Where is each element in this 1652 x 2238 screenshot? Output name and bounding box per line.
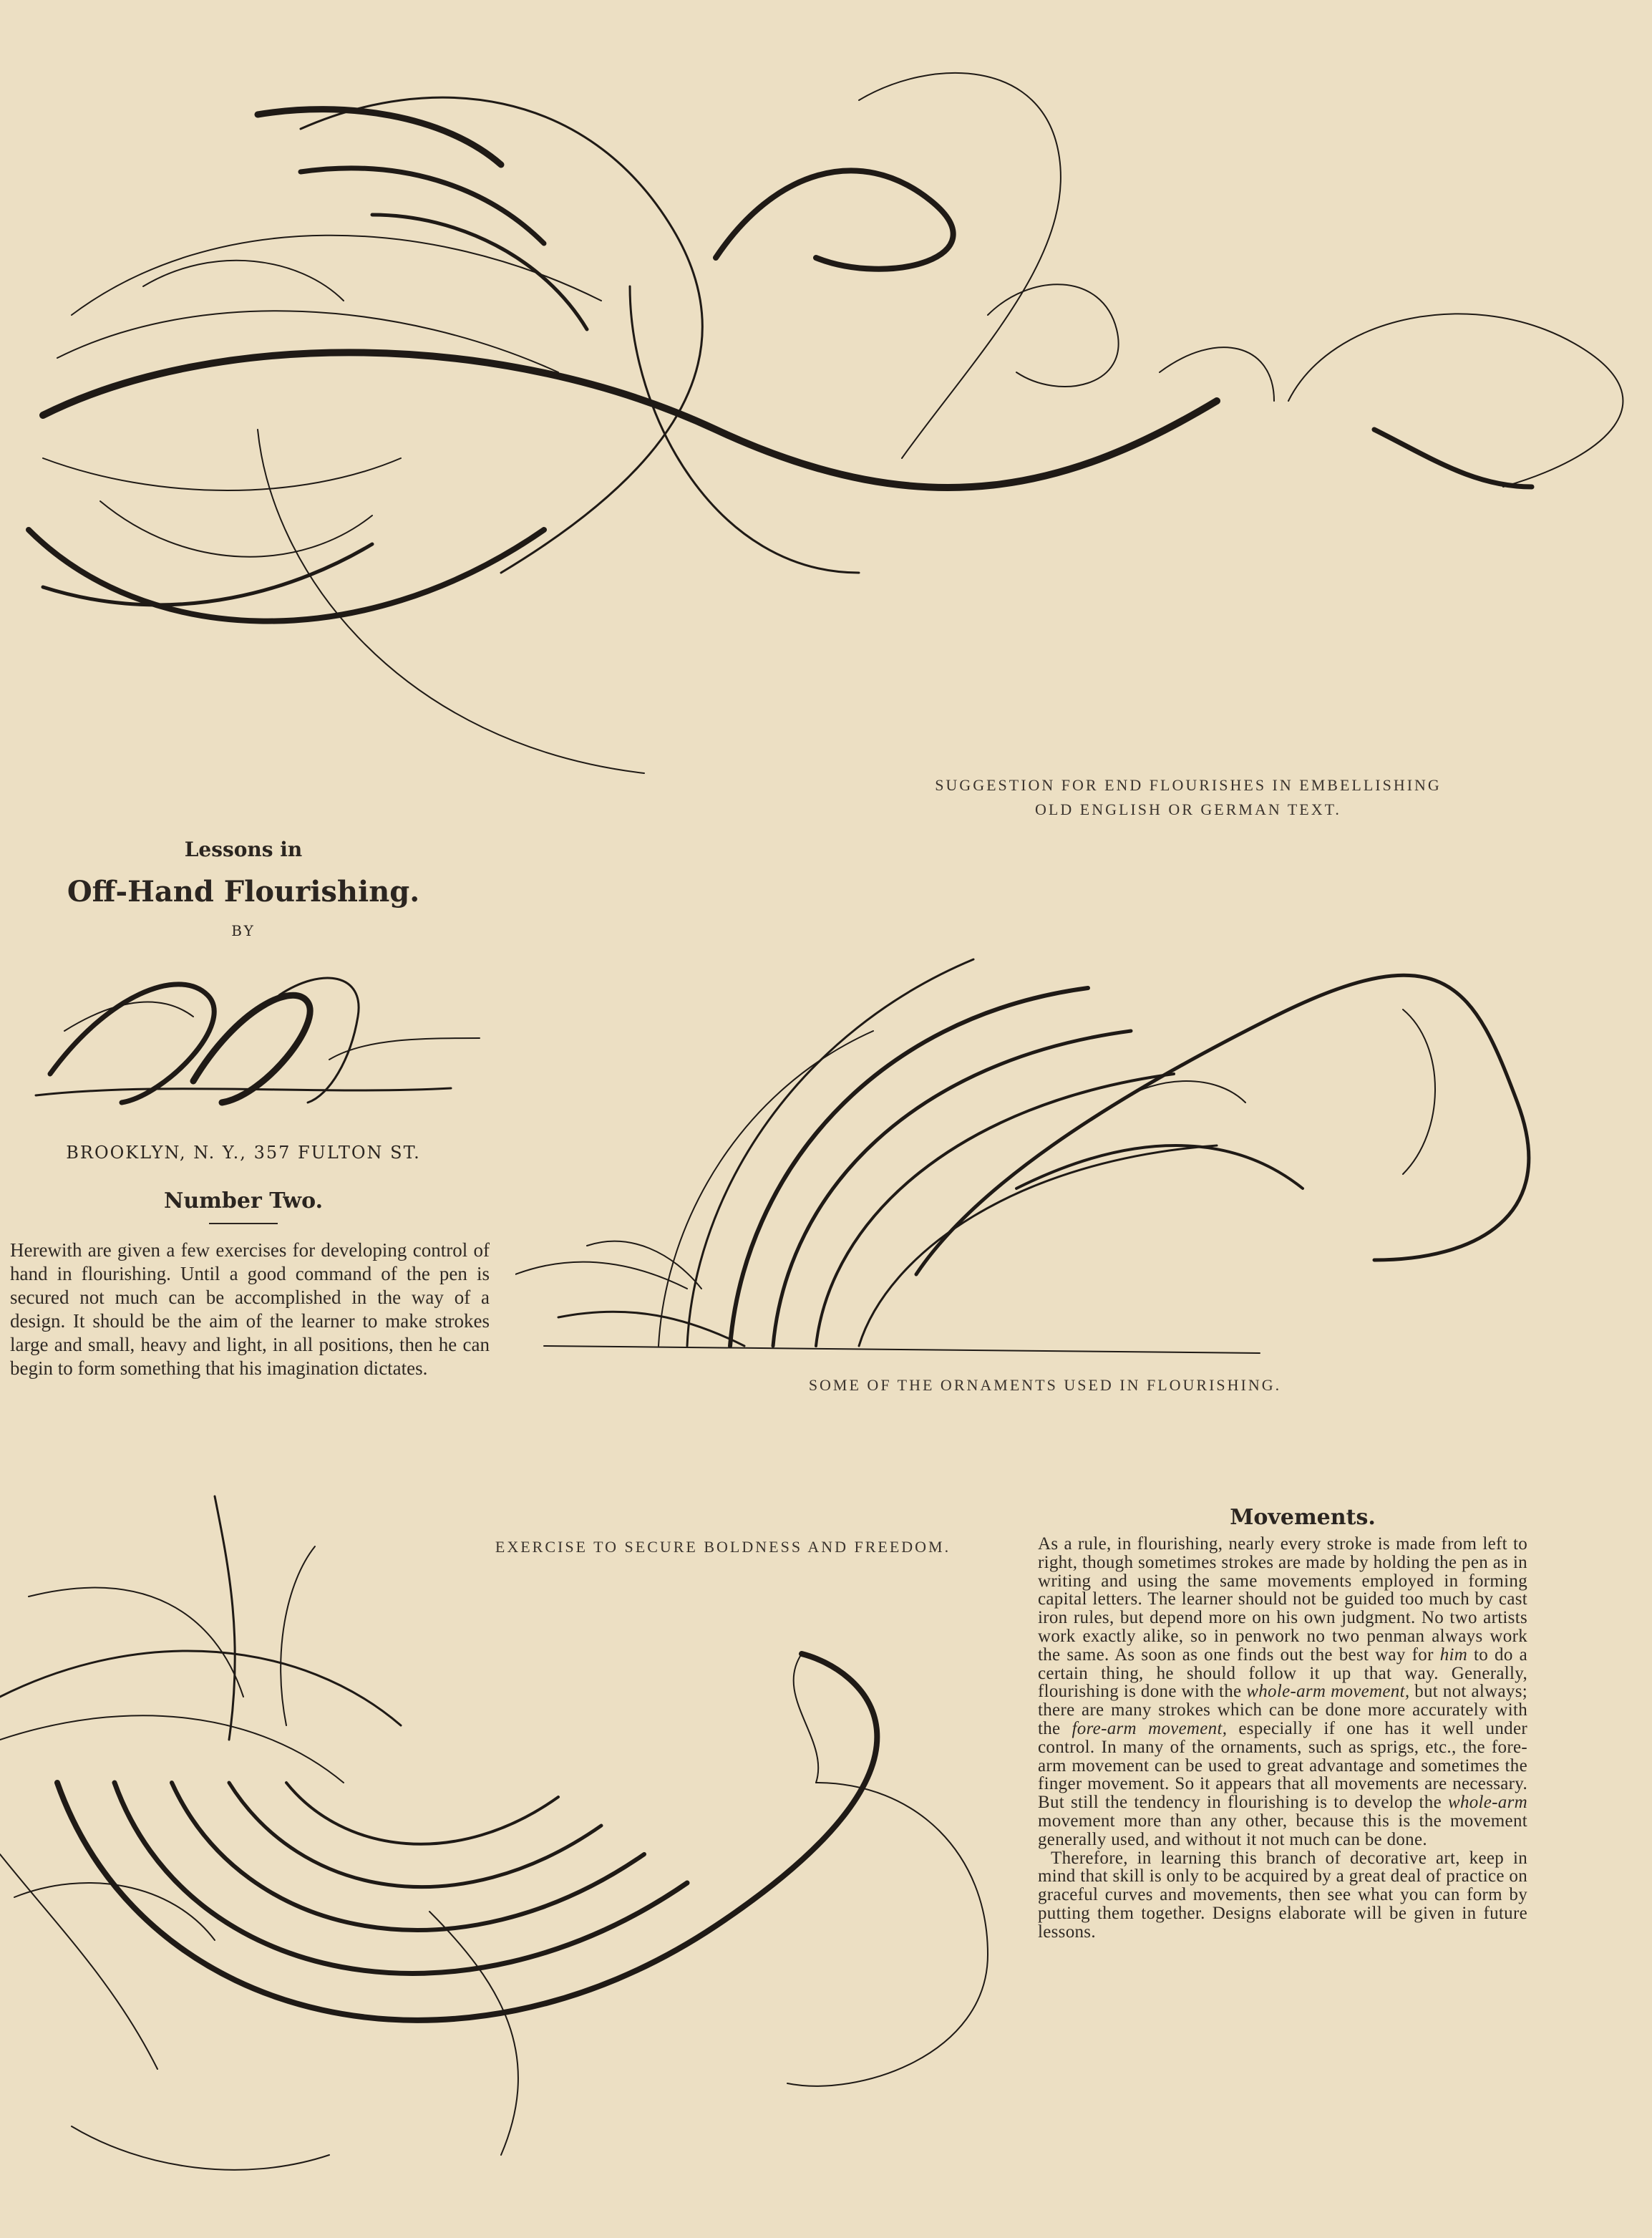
movements-text-3: but not always; there are many strokes which can be done more accurately with the [1038, 1682, 1527, 1738]
by-label: BY [231, 922, 256, 939]
movements-em-fore-arm: fore-arm movement, [1072, 1718, 1228, 1738]
end-flourish-caption-line2: OLD ENGLISH OR GERMAN TEXT. [1035, 800, 1341, 818]
movements-em-whole-arm-2: whole-arm [1447, 1793, 1527, 1813]
author-signature [21, 952, 494, 1117]
exercise-caption: EXERCISE TO SECURE BOLDNESS AND FREEDOM. [495, 1538, 951, 1556]
movements-text-5: movement more than any other, because this is the movement generally used, and without it not much can be done. [1038, 1811, 1527, 1849]
exercise-illustration [0, 1482, 1031, 2198]
movements-text-2: to do a certain thing, he should follow it up that way. Generally, flourishing is done with the [1038, 1644, 1527, 1702]
movements-em-whole-arm-1: whole-arm movement, [1246, 1682, 1410, 1702]
page-title: Off-Hand Flourishing. [67, 875, 420, 909]
end-flourish-caption-line1: SUGGESTION FOR END FLOURISHES IN EMBELLISHING [935, 776, 1442, 794]
section-heading: Number Two. [163, 1188, 324, 1214]
ornaments-caption: SOME OF THE ORNAMENTS USED IN FLOURISHING. [808, 1376, 1282, 1394]
movements-em-him: him [1439, 1644, 1468, 1665]
movements-paragraph-2: Therefore, in learning this branch of decorative art, keep in mind that skill is only to be acquired by a great deal of practice on graceful curves and movements, then see what you can form by putting them together. Designs elaborate will be given in future lessons. [1038, 1848, 1527, 1942]
section-divider [209, 1223, 278, 1224]
end-flourish-illustration [0, 29, 1652, 788]
lessons-heading: Lessons in [184, 838, 303, 861]
movements-text-4: especially if one has it well under control. In many of the ornaments, such as sprigs, etc., the fore-arm movement can be used to great advantage and sometimes the finger movement. So it appears that all movements are necessary. But still the tendency in flourishing is to develop the [1038, 1718, 1527, 1813]
movements-text-1: As a rule, in flourishing, nearly every stroke is made from left to right, though sometimes strokes are made by holding the pen as in writing and using the same movements employed in forming capital letters. The learner should not be guided too much by cast iron rules, but depend more on his own judgment. No two artists work exactly alike, so in penwork no two penman always work the same. As soon as one finds out the best way for [1038, 1534, 1527, 1665]
author-address: BROOKLYN, N. Y., 357 FULTON ST. [66, 1143, 421, 1163]
intro-paragraph: Herewith are given a few exercises for developing control of hand in flourishing. Until a good command of the pen is secured not much can be accomplished in the way of a design. It should be the aim of the learner to make strokes large and small, heavy and light, in all positions, then he can begin to form something that his imagination dictates. [10, 1239, 490, 1379]
movements-text [1038, 1535, 1527, 1942]
ornaments-illustration [515, 916, 1603, 1360]
movements-heading: Movements. [1230, 1505, 1376, 1530]
